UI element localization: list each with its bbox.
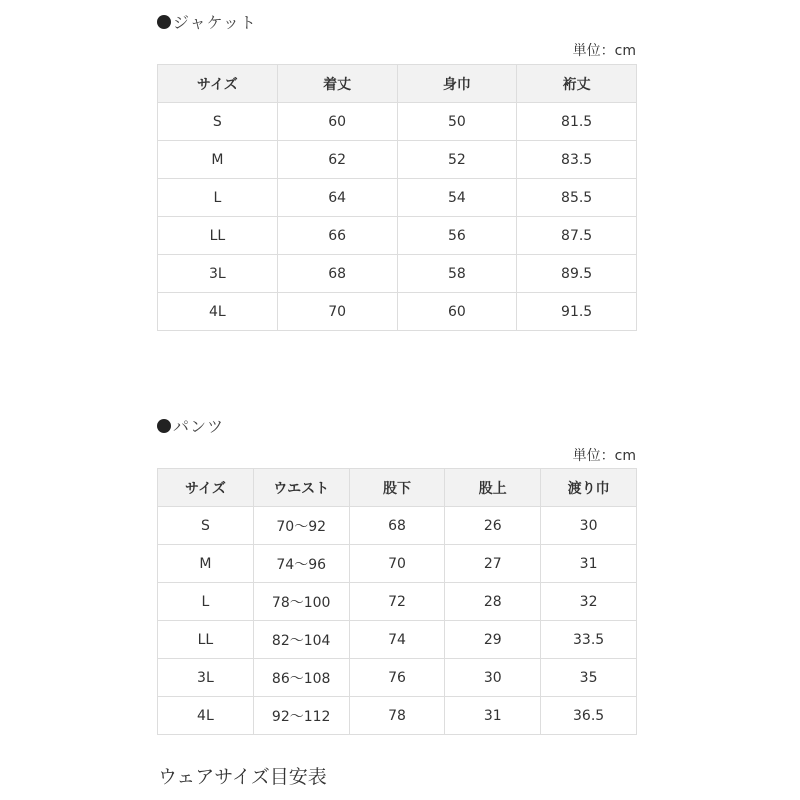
table-cell: 4L [158,697,254,735]
table-header-row [158,65,637,103]
column-header: 渡り巾 [541,469,637,507]
table-cell: 30 [541,507,637,545]
table-cell: 83.5 [517,141,637,179]
table-cell: 64 [277,179,397,217]
pants-heading [157,414,224,437]
table-cell: S [158,507,254,545]
table-cell: M [158,545,254,583]
table-cell: 3L [158,659,254,697]
table-cell: 89.5 [517,255,637,293]
column-header: 身巾 [397,65,517,103]
bullet-icon [157,15,171,29]
table-cell: 60 [397,293,517,331]
table-row [158,179,637,217]
table-cell: 30 [445,659,541,697]
table-cell: 27 [445,545,541,583]
table-cell: 68 [277,255,397,293]
pants-heading-text: パンツ [173,417,225,436]
table-cell: 56 [397,217,517,255]
table-cell: 72 [349,583,445,621]
table-cell: 87.5 [517,217,637,255]
size-guide-title: ウェアサイズ目安表 [158,766,327,788]
column-header: 股上 [445,469,541,507]
table-cell: 68 [349,507,445,545]
table-cell: L [158,179,278,217]
table-cell: 70～92 [253,507,349,545]
column-header: 股下 [349,469,445,507]
table-cell: L [158,583,254,621]
table-cell: 62 [277,141,397,179]
table-cell: 66 [277,217,397,255]
table-row [158,621,637,659]
table-cell: 28 [445,583,541,621]
column-header: サイズ [158,65,278,103]
table-cell: M [158,141,278,179]
jacket-heading-text: ジャケット [173,13,257,32]
jacket-size-table [157,64,637,331]
table-cell: 81.5 [517,103,637,141]
table-cell: 50 [397,103,517,141]
table-cell: LL [158,217,278,255]
table-cell: 70 [277,293,397,331]
table-cell: 86～108 [253,659,349,697]
table-cell: 4L [158,293,278,331]
table-cell: 78 [349,697,445,735]
column-header: ウエスト [253,469,349,507]
table-cell: 54 [397,179,517,217]
table-row [158,583,637,621]
table-cell: 33.5 [541,621,637,659]
table-cell: 85.5 [517,179,637,217]
table-cell: 3L [158,255,278,293]
table-cell: 70 [349,545,445,583]
bullet-icon [157,419,171,433]
table-cell: 32 [541,583,637,621]
table-row [158,141,637,179]
table-row [158,697,637,735]
table-row [158,659,637,697]
pants-size-table [157,468,637,735]
table-row [158,545,637,583]
column-header: 着丈 [277,65,397,103]
table-cell: 31 [541,545,637,583]
table-cell: 58 [397,255,517,293]
table-cell: 76 [349,659,445,697]
table-cell: 60 [277,103,397,141]
table-row [158,293,637,331]
table-row [158,507,637,545]
jacket-heading [157,10,257,33]
table-row [158,103,637,141]
table-cell: 29 [445,621,541,659]
jacket-unit-note: 単位：cm [572,43,636,59]
table-cell: 78～100 [253,583,349,621]
column-header: 裄丈 [517,65,637,103]
table-cell: 26 [445,507,541,545]
table-cell: LL [158,621,254,659]
table-cell: 91.5 [517,293,637,331]
table-cell: 52 [397,141,517,179]
table-cell: 36.5 [541,697,637,735]
table-row [158,217,637,255]
table-row [158,255,637,293]
table-cell: 92～112 [253,697,349,735]
table-cell: 74 [349,621,445,659]
table-header-row [158,469,637,507]
table-cell: 31 [445,697,541,735]
table-cell: S [158,103,278,141]
pants-unit-note: 単位：cm [572,448,636,464]
table-cell: 74～96 [253,545,349,583]
column-header: サイズ [158,469,254,507]
table-cell: 82～104 [253,621,349,659]
table-cell: 35 [541,659,637,697]
